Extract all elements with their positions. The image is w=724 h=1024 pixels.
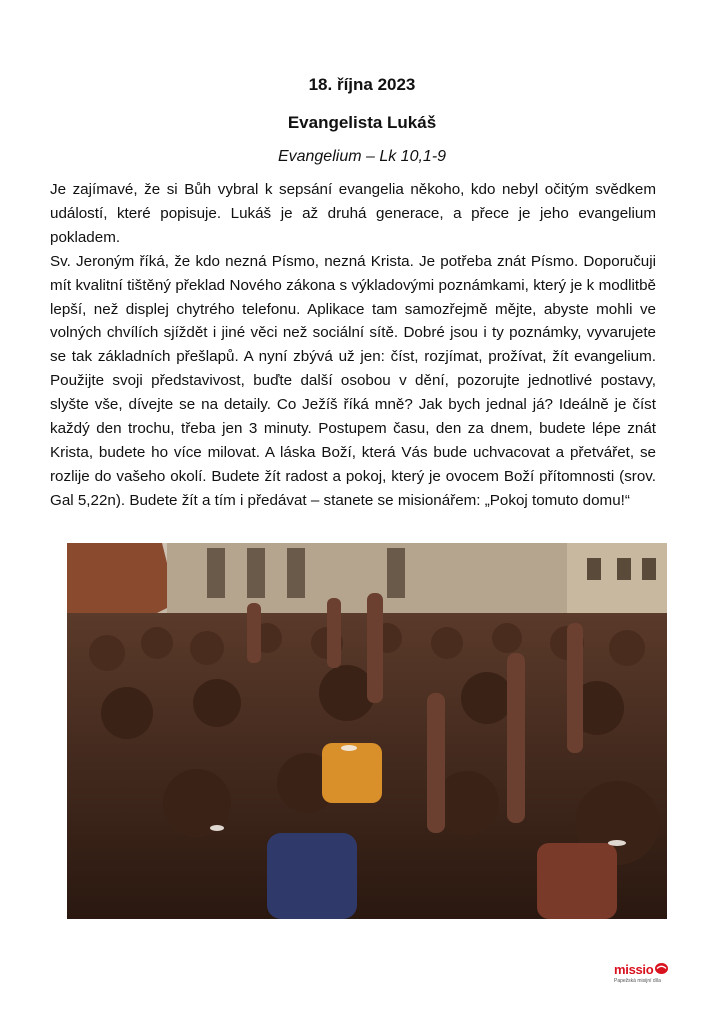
- paragraph-1: Je zajímavé, že si Bůh vybral k sepsání evangelia někoho, kdo nebyl očitým svědkem událostí, které popisuje. Lukáš je až druhá generace, a přece je jeho evangelium pokladem.: [50, 181, 656, 246]
- globe-icon: [654, 962, 669, 975]
- logo-word: missio: [614, 962, 654, 977]
- children-photo: [67, 543, 667, 919]
- page-date: 18. října 2023: [308, 75, 416, 94]
- article-body: [50, 178, 656, 513]
- gospel-reference: Evangelium – Lk 10,1-9: [277, 148, 447, 165]
- page-title: Evangelista Lukáš: [287, 113, 437, 132]
- logo-tagline: Papežská misijní díla: [614, 978, 661, 984]
- missio-logo: [614, 962, 670, 992]
- paragraph-2: Sv. Jeroným říká, že kdo nezná Písmo, nezná Krista. Je potřeba znát Písmo. Doporučuji mít kvalitní tištěný překlad Nového zákona s výkladovými poznámkami, který je k modlitbě lepší, než displej chytrého telefonu. Aplikace tam samozřejmě mějte, abyste mohli ve volných chvílích sjíždět i jiné věci než sociální sítě. Dobré jsou i ty poznámky, vyvarujete se tak základních přešlapů. A nyní zbývá už jen: číst, rozjímat, prožívat, žít evangelium. Použijte svoji představivost, buďte další osobou v dění, pozorujte jednotlivé postavy, slyšte vše, dívejte se na detaily. Co Ježíš říká mně? Jak bych jednal já? Ideálně je číst každý den trochu, třeba jen 3 minuty. Postupem času, den za dnem, budete lépe znát Krista, budete ho více milovat. A láska Boží, která Vás bude uchvacovat a přetvářet, se rozlije do vašeho okolí. Budete žít radost a pokoj, který je ovocem Boží přítomnosti (srov. Gal 5,22n). Budete žít a tím i předávat – stanete se misionářem: „Pokoj tomuto domu!“: [50, 252, 656, 509]
